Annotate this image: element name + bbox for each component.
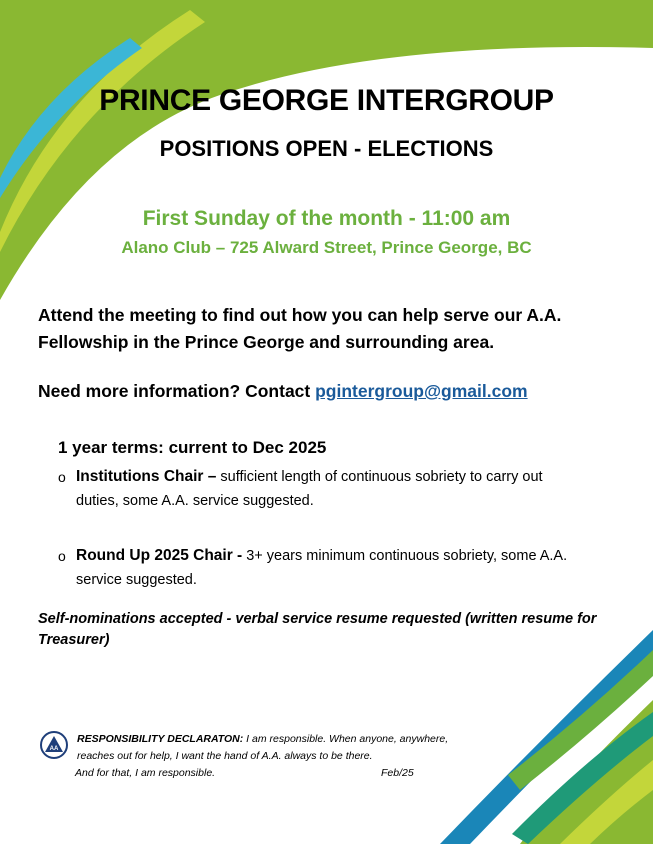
position-desc-line-1: sufficient length of continuous sobriety to carry out [216,469,543,485]
attend-line-2: Fellowship in the Prince George and surrounding area. [38,332,495,352]
attend-line-1: Attend the meeting to find out how you can help serve our A.A. [38,305,562,325]
position-item-institutions [58,465,618,513]
attend-paragraph [38,302,638,356]
position-item-roundup [58,544,618,592]
aa-logo-text: AA [49,746,59,752]
responsibility-declaration [77,731,477,765]
terms-heading: 1 year terms: current to Dec 2025 [58,438,327,457]
bullet-marker: o [58,548,66,564]
contact-prefix: Need more information? Contact [38,381,316,401]
flyer-date: Feb/25 [381,767,414,779]
bullet-marker: o [58,469,66,485]
position-title: Institutions Chair – [76,468,217,485]
position-desc-line-2: service suggested. [76,572,197,588]
position-title: Round Up 2025 Chair - [76,547,243,564]
declaration-label: RESPONSIBILITY DECLARATON: [77,733,244,745]
position-desc-line-2: duties, some A.A. service suggested. [76,493,314,509]
meeting-time: First Sunday of the month - 11:00 am [142,207,511,230]
contact-line [38,381,638,402]
note-line-1: Self-nominations accepted - verbal service resume requested (written resume for [38,611,597,627]
declaration-text-1: I am responsible. When anyone, anywhere, [243,733,449,745]
contact-email-link[interactable]: pgintergroup@gmail.com [315,381,528,401]
position-text [76,465,618,489]
position-text [76,544,618,568]
declaration-line-2: reaches out for help, I want the hand of A.A. always to be there. [77,750,373,762]
declaration-line-1 [77,731,477,748]
aa-logo-icon [40,731,68,759]
note-line-2: Treasurer) [38,632,110,648]
declaration-line-3: And for that, I am responsible. [75,767,216,779]
meeting-location: Alano Club – 725 Alward Street, Prince George, BC [121,238,532,257]
position-desc-line-1: 3+ years minimum continuous sobriety, some A.A. [242,548,568,564]
page-title: PRINCE GEORGE INTERGROUP [99,84,554,117]
page-subtitle: POSITIONS OPEN - ELECTIONS [159,136,494,161]
nomination-note [38,609,623,651]
